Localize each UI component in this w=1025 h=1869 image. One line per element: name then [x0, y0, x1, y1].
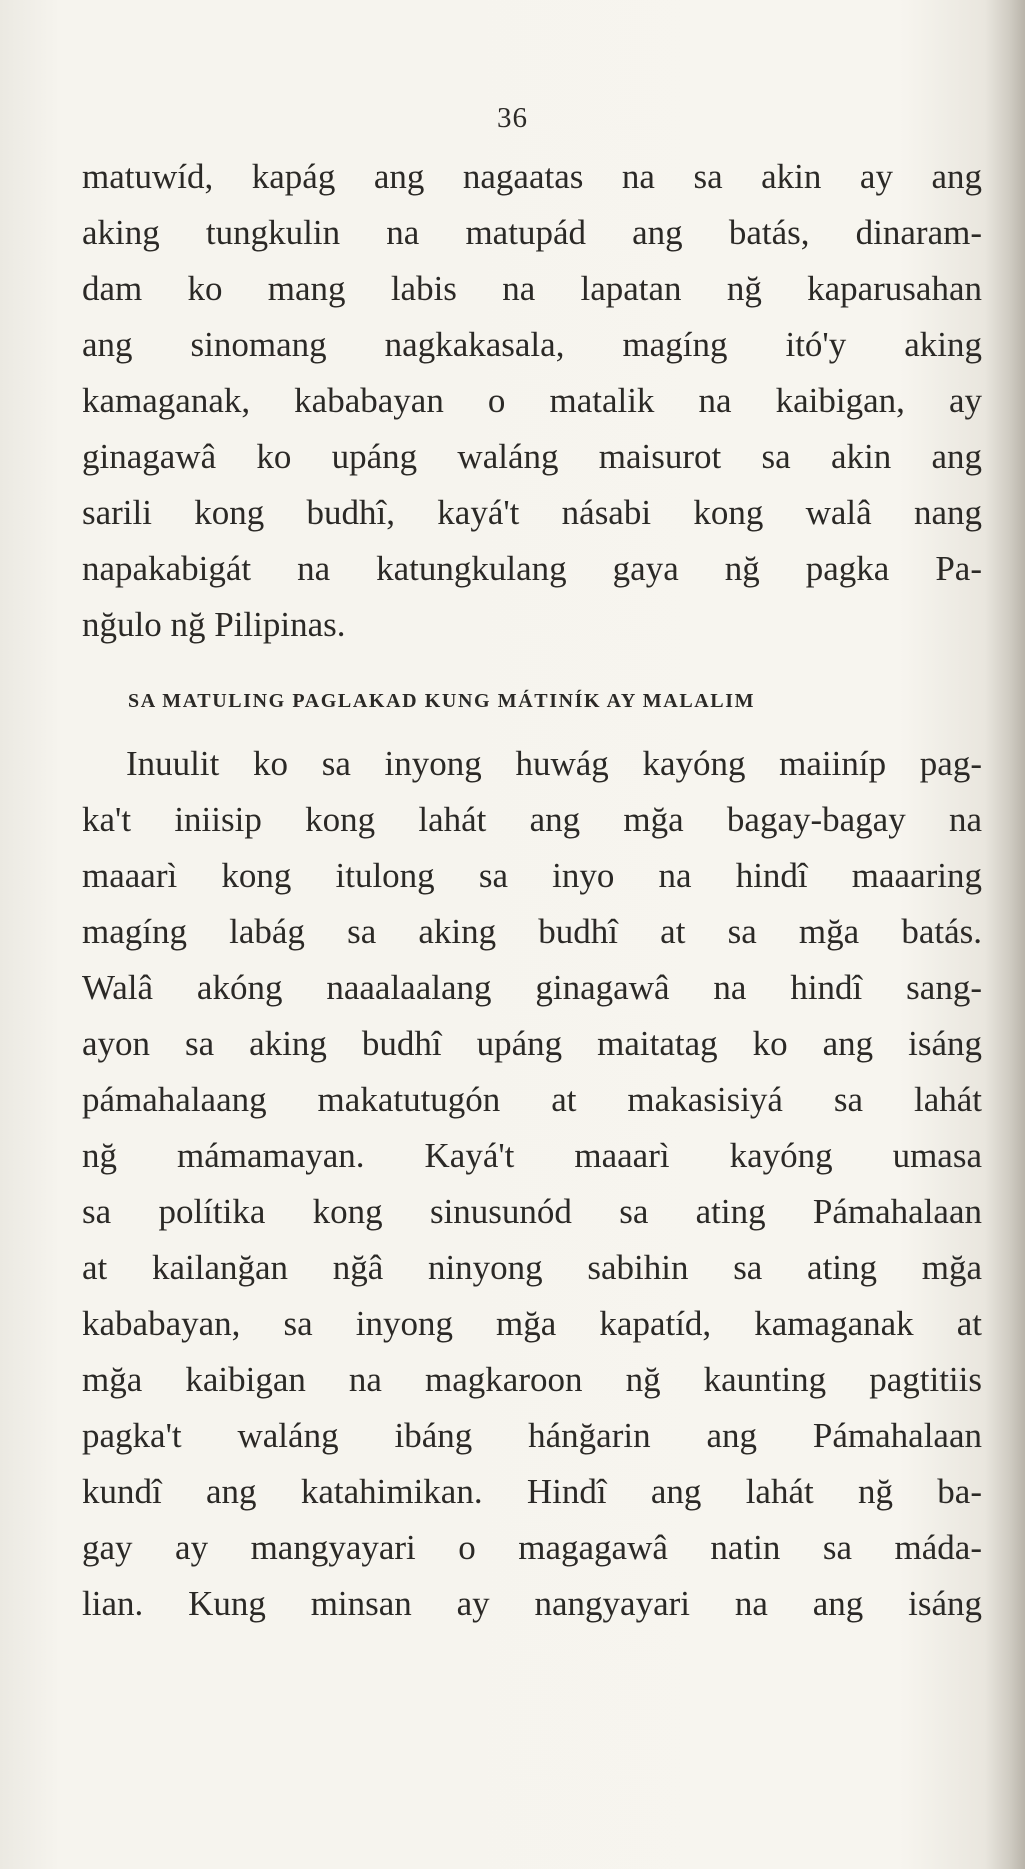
text-line: ginagawâ ko upáng waláng maisurot sa akin ang	[82, 437, 982, 476]
text-line: kundî ang katahimikan. Hindî ang lahát nğ ba-	[82, 1472, 982, 1511]
text-line: kamaganak, kababayan o matalik na kaibigan, ay	[82, 381, 982, 420]
text-line: mğa kaibigan na magkaroon nğ kaunting pagtitiis	[82, 1360, 982, 1399]
text-line: pagka't waláng ibáng hánğarin ang Pámahalaan	[82, 1416, 982, 1455]
text-line: gay ay mangyayari o magagawâ natin sa máda-	[82, 1528, 982, 1567]
text-line: nğulo nğ Pilipinas.	[82, 605, 346, 644]
text-line: Walâ akóng naaalaalang ginagawâ na hindî sang-	[82, 968, 982, 1007]
text-line: aking tungkulin na matupád ang batás, dinaram-	[82, 213, 982, 252]
text-line: magíng labág sa aking budhî at sa mğa batás.	[82, 912, 982, 951]
text-line: nğ mámamayan. Kayá't maaarì kayóng umasa	[82, 1136, 982, 1175]
text-line: pámahalaang makatutugón at makasisiyá sa lahát	[82, 1080, 982, 1119]
text-line: ka't iniisip kong lahát ang mğa bagay-bagay na	[82, 800, 982, 839]
text-line: at kailanğan nğâ ninyong sabihin sa ating mğa	[82, 1248, 982, 1287]
text-line: napakabigát na katungkulang gaya nğ pagka Pa-	[82, 549, 982, 588]
text-line: ayon sa aking budhî upáng maitatag ko ang isáng	[82, 1024, 982, 1063]
text-line: matuwíd, kapág ang nagaatas na sa akin ay ang	[82, 157, 982, 196]
page-number: 36	[497, 102, 528, 134]
text-line: Inuulit ko sa inyong huwág kayóng maiiníp pag-	[126, 744, 982, 783]
text-line: dam ko mang labis na lapatan nğ kaparusahan	[82, 269, 982, 308]
section-heading: SA MATULING PAGLAKAD KUNG MÁTINÍK AY MALALIM	[128, 690, 756, 712]
text-line: maaarì kong itulong sa inyo na hindî maaaring	[82, 856, 982, 895]
text-line: sa polítika kong sinusunód sa ating Pámahalaan	[82, 1192, 982, 1231]
text-line: sarili kong budhî, kayá't násabi kong walâ nang	[82, 493, 982, 532]
text-line: lian. Kung minsan ay nangyayari na ang isáng	[82, 1584, 982, 1623]
text-line: ang sinomang nagkakasala, magíng itó'y aking	[82, 325, 982, 364]
text-line: kababayan, sa inyong mğa kapatíd, kamaganak at	[82, 1304, 982, 1343]
